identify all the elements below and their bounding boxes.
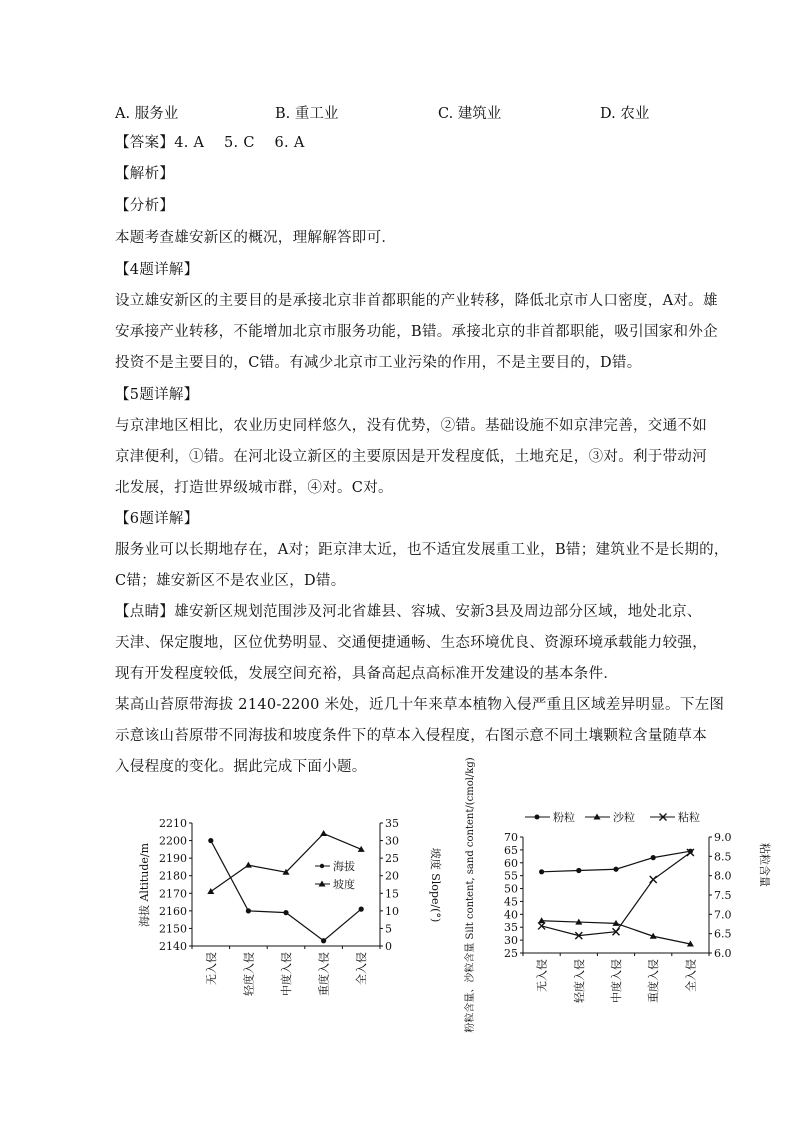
data-point [651, 855, 656, 860]
legend-clay-label: 粘粒 [678, 811, 700, 824]
legend-silt-marker [535, 815, 540, 820]
right-tick-label: 25 [385, 852, 399, 866]
x-category-label: 轻度入侵 [572, 959, 586, 1003]
left-tick-label: 40 [504, 908, 518, 922]
paragraph-line: 安承接产业转移，不能增加北京市服务功能，B错。承接北京的非首都职能，吸引国家和外企 [115, 324, 718, 340]
option-a: A. 服务业 [115, 106, 179, 122]
fenxi-heading: 【分析】 [115, 198, 175, 214]
right-tick-label: 30 [385, 834, 399, 848]
legend-silt-label: 粉粒 [553, 811, 575, 824]
left-tick-label: 60 [504, 856, 518, 870]
right-tick-label: 5 [385, 922, 392, 936]
paragraph-line: C错；雄安新区不是农业区，D错。 [115, 573, 346, 589]
paragraph-line: 北发展，打造世界级城市群，④对。C对。 [115, 480, 393, 496]
data-point [359, 907, 364, 912]
left-tick-label: 2210 [159, 817, 187, 830]
legend-sand-label: 沙粒 [613, 811, 635, 824]
right-tick-label: 7.5 [714, 889, 732, 902]
left-tick-label: 2170 [159, 887, 187, 901]
left-y-axis-label: 海拔 Altitude/m [138, 842, 151, 928]
right-y-axis-label: 粘粒含量 [758, 843, 771, 887]
right-tick-label: 35 [385, 817, 399, 830]
left-tick-label: 65 [504, 843, 518, 857]
right-tick-label: 7.0 [714, 908, 732, 922]
left-tick-label: 2150 [159, 922, 187, 936]
data-point [321, 938, 326, 943]
left-tick-label: 25 [504, 947, 518, 960]
left-tick-label: 2190 [159, 852, 187, 866]
left-tick-label: 45 [504, 895, 518, 909]
left-y-axis-label: 粉粒含量、沙粒含量 Silt content, sand content/(cmol/kg) [465, 757, 476, 1033]
left-tick-label: 55 [504, 869, 518, 883]
option-d: D. 农业 [600, 106, 650, 122]
data-point [538, 922, 545, 929]
left-chart [130, 800, 442, 1020]
paragraph-line: 设立雄安新区的主要目的是承接北京非首都职能的产业转移，降低北京市人口密度，A对。雄 [115, 293, 718, 309]
left-tick-label: 35 [504, 921, 518, 935]
left-tick-label: 70 [504, 831, 518, 844]
x-category-label: 轻度入侵 [242, 952, 256, 996]
option-c: C. 建筑业 [438, 106, 502, 122]
q4-heading: 【4题详解】 [115, 262, 199, 278]
question-intro-line: 入侵程度的变化。据此完成下面小题。 [115, 759, 367, 775]
x-category-label: 中度入侵 [280, 952, 293, 996]
right-tick-label: 6.5 [714, 927, 732, 941]
x-category-label: 中度入侵 [610, 959, 623, 1003]
right-tick-label: 0 [385, 940, 392, 953]
right-tick-label: 6.0 [714, 947, 732, 960]
right-tick-label: 15 [385, 887, 399, 901]
legend-slope-label: 坡度 [333, 878, 355, 891]
data-point [208, 838, 213, 843]
right-tick-label: 20 [385, 869, 399, 883]
data-point [613, 867, 618, 872]
data-point [245, 862, 252, 868]
x-category-label: 无入侵 [535, 959, 549, 992]
data-point [246, 908, 251, 913]
left-tick-label: 50 [504, 882, 518, 896]
left-tick-label: 2200 [159, 834, 187, 848]
x-category-label: 全入侵 [684, 959, 698, 992]
left-tick-label: 2160 [159, 904, 187, 918]
q5-heading: 【5题详解】 [115, 387, 199, 403]
paragraph-line: 服务业可以长期地存在，A对；距京津太近，也不适宜发展重工业，B错；建筑业不是长期的， [115, 542, 729, 558]
question-intro-line: 某高山苔原带海拔 2140-2200 米处，近几十年来草本植物入侵严重且区域差异明显。下左图 [115, 697, 725, 713]
right-tick-label: 10 [385, 904, 399, 918]
legend-altitude-marker [320, 864, 324, 868]
right-y-axis-label: 坡度 Slope/(°) [429, 847, 442, 923]
x-category-label: 全入侵 [355, 952, 369, 985]
dianjing-line: 【点睛】雄安新区规划范围涉及河北省雄县、容城、安新3县及周边部分区域，地处北京、 [115, 604, 702, 620]
paragraph-line: 京津便利，①错。在河北设立新区的主要原因是开发程度低，土地充足，③对。利于带动河 [115, 449, 707, 465]
right-tick-label: 9.0 [714, 831, 732, 844]
x-category-label: 重度入侵 [647, 959, 661, 1003]
paragraph-line: 与京津地区相比，农业历史同样悠久，没有优势，②错。基础设施不如京津完善，交通不如 [115, 418, 707, 434]
left-tick-label: 30 [504, 934, 518, 948]
paragraph-line: 投资不是主要目的，C错。有减少北京市工业污染的作用，不是主要目的，D错。 [115, 355, 642, 371]
data-point [207, 888, 214, 894]
answer-line: 【答案】4. A 5. C 6. A [115, 135, 305, 151]
analysis-heading: 【解析】 [115, 166, 175, 182]
q6-heading: 【6题详解】 [115, 511, 199, 527]
data-point [650, 876, 657, 883]
data-point [320, 830, 327, 836]
legend-altitude-label: 海拔 [333, 860, 355, 873]
question-intro-line: 示意该山苔原带不同海拔和坡度条件下的草本入侵程度，右图示意不同土壤颗粒含量随草本 [115, 728, 707, 744]
data-point [283, 910, 288, 915]
right-tick-label: 8.0 [714, 869, 732, 883]
data-point [539, 869, 544, 874]
paragraph-line: 天津、保定腹地，区位优势明显、交通便捷通畅、生态环境优良、资源环境承载能力较强， [115, 635, 707, 651]
x-category-label: 无入侵 [204, 952, 218, 985]
data-point [576, 868, 581, 873]
option-b: B. 重工业 [275, 106, 339, 122]
right-tick-label: 8.5 [714, 850, 732, 864]
left-tick-label: 2180 [159, 869, 187, 883]
paragraph-line: 本题考查雄安新区的概况，理解解答即可． [115, 230, 397, 246]
paragraph-line: 现有开发程度较低，发展空间充裕，具备高起点高标准开发建设的基本条件． [115, 666, 619, 682]
right-chart [455, 757, 775, 1033]
x-category-label: 重度入侵 [317, 952, 331, 996]
left-tick-label: 2140 [159, 940, 187, 953]
